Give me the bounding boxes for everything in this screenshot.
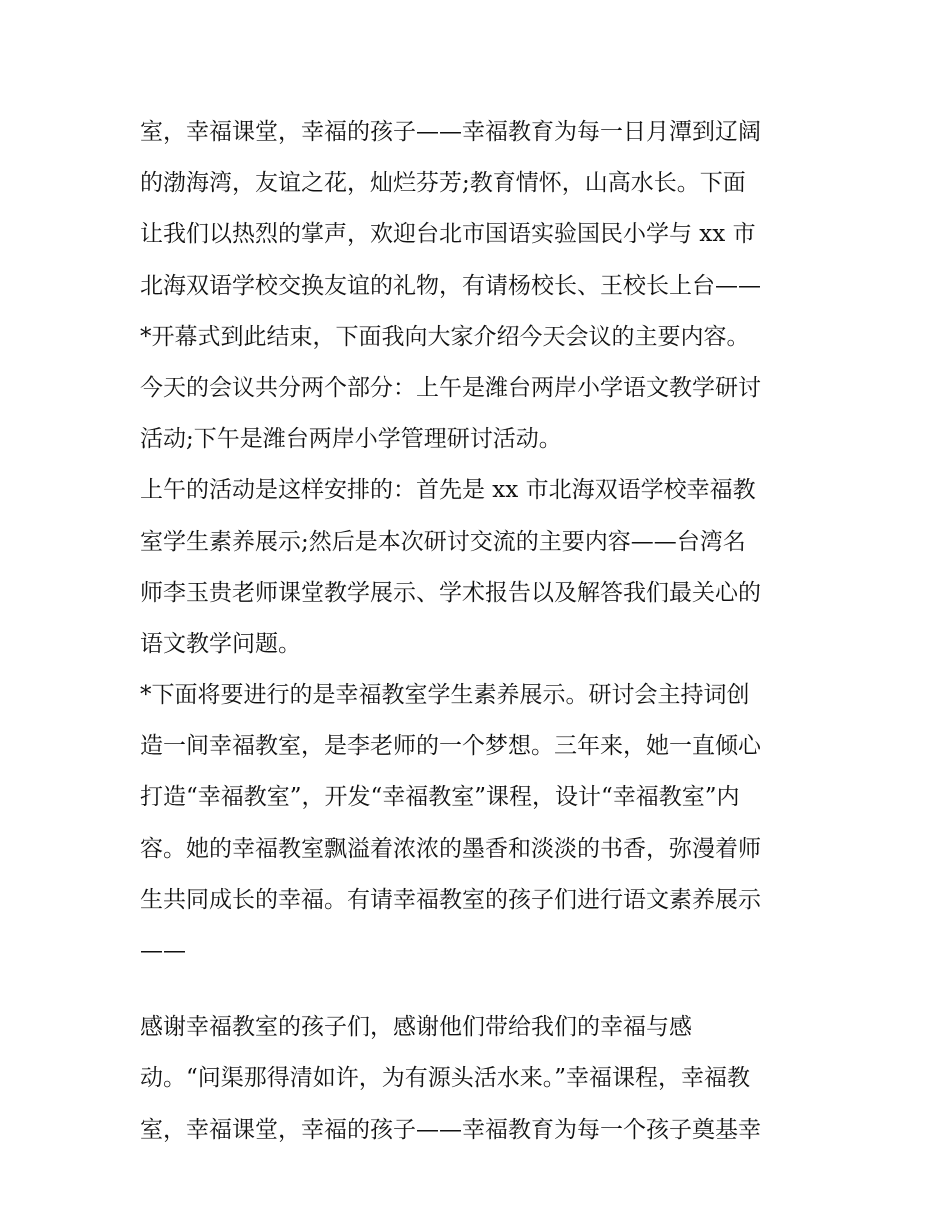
text-line: 室，幸福课堂，幸福的孩子——幸福教育为每一日月潭到辽阔: [140, 119, 761, 145]
body-text: [140, 107, 820, 1156]
text-line: 生共同成长的幸福。有请幸福教室的孩子们进行语文素养展示: [140, 886, 761, 913]
text-line: 室学生素养展示;然后是本次研讨交流的主要内容——台湾名: [140, 528, 746, 555]
text-line: 动。“问渠那得清如许，为有源头活水来。”幸福课程，幸福教: [140, 1065, 751, 1092]
text-line: ——: [140, 938, 186, 964]
text-line: *下面将要进行的是幸福教室学生素养展示。研讨会主持词创: [140, 682, 750, 709]
text-line: 让我们以热烈的掌声，欢迎台北市国语实验国民小学与 xx 市: [140, 221, 756, 248]
text-line: 打造“幸福教室”，开发“幸福教室”课程，设计“幸福教室”内: [140, 784, 740, 811]
text-line: 今天的会议共分两个部分：上午是潍台两岸小学语文教学研讨: [140, 374, 761, 401]
text-line: 北海双语学校交换友谊的礼物，有请杨校长、王校长上台——: [140, 272, 761, 299]
text-line: 容。她的幸福教室飘溢着浓浓的墨香和淡淡的书香，弥漫着师: [140, 835, 761, 862]
text-line: *开幕式到此结束，下面我向大家介绍今天会议的主要内容。: [140, 323, 750, 350]
blank-line: [140, 977, 820, 1002]
text-line: 语文教学问题。: [140, 630, 301, 657]
text-line: 师李玉贵老师课堂教学展示、学术报告以及解答我们最关心的: [140, 579, 761, 606]
text-line: 感谢幸福教室的孩子们，感谢他们带给我们的幸福与感: [140, 1014, 692, 1041]
text-line: 上午的活动是这样安排的：首先是 xx 市北海双语学校幸福教: [140, 477, 756, 504]
text-line: 室，幸福课堂，幸福的孩子——幸福教育为每一个孩子奠基幸: [140, 1116, 761, 1143]
text-line: 的渤海湾，友谊之花，灿烂芬芳;教育情怀，山高水长。下面: [140, 170, 746, 197]
text-line: 造一间幸福教室，是李老师的一个梦想。三年来，她一直倾心: [140, 733, 761, 760]
text-line: 活动;下午是潍台两岸小学管理研讨活动。: [140, 426, 562, 453]
